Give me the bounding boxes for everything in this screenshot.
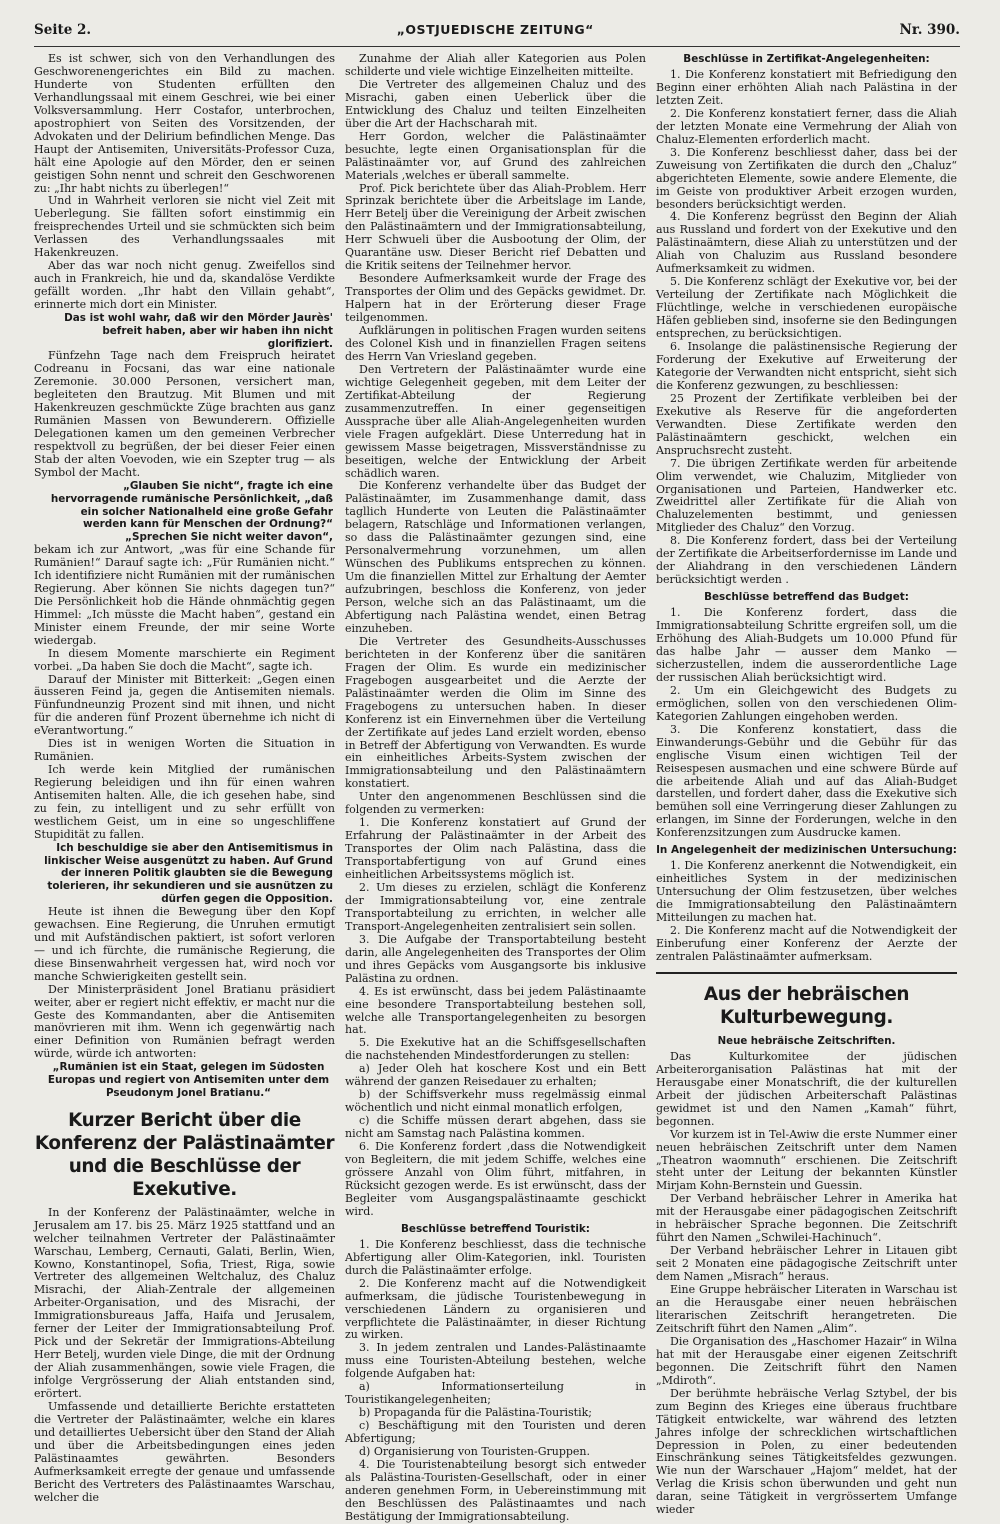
sub-item: a) Jeder Oleh hat koschere Kost und ein Bett während der ganzen Reisedauer zu erhalten; [345, 1062, 646, 1089]
resolution-item: 3. In jedem zentralen und Landes-Palästinaamte muss eine Touristen-Abteilung bestehen, welche folgende Aufgaben hat: [345, 1341, 646, 1381]
resolution-item: 5. Die Exekutive hat an die Schiffsgesellschaften die nachstehenden Mindestforderungen zu stellen: [345, 1036, 646, 1063]
sub-item: b) der Schiffsverkehr muss regelmässig einmal wöchentlich und nicht einmal monatlich erfolgen, [345, 1088, 646, 1115]
bold-quote: Ich beschuldige sie aber den Antisemitismus in linkischer Weise ausgenützt zu haben. Auf Grund der inneren Politik glaubten sie die Bewegung tolerieren, ihr sekundieren und sie ausnützen zu dürfen gegen die Opposition. [44, 841, 333, 906]
section-heading: Beschlüsse betreffend Touristik: [401, 1222, 590, 1235]
resolution-item: 3. Die Konferenz konstatiert, dass die Einwanderungs-Gebühr und die Gebühr für das englische Visum einen wichtigen Teil der Reisespesen ausmachen und eine schwere Bürde auf die arbeitende Aliah und auf das Aliah-Budget darstellen, und fordert daher, dass die Exekutive sich bemühen soll eine Verringerung dieser Zahlungen zu erlangen, im Sinne der Forderungen, welche in den Konferenzsitzungen zum Ausdrucke kamen. [656, 722, 957, 840]
paragraph: Prof. Pick berichtete über das Aliah-Problem. Herr Sprinzak berichtete über die Arbeitslage im Lande, Herr Betelj über die Vereinigung der Arbeit zwischen den Palästinaämtern und der Immigrationsabteilung, Herr Schwueli über die Ausbootung der Olim, der Quarantäne usw. Dieser Bericht rief Debatten und die Kritik seitens der Teilnehmer hervor. [345, 181, 646, 273]
resolution-item: 1. Die Konferenz anerkennt die Notwendigkeit, ein einheitliches System in der medizinischen Untersuchung der Olim festzusetzen, über welches die Immigrationsabteilung den Palästinaämtern Mitteilungen zu machen hat. [656, 859, 957, 925]
column-1 [34, 53, 335, 1524]
resolution-item: 8. Die Konferenz fordert, dass bei der Verteilung der Zertifikate die Arbeitserfordernisse im Lande und der Aliahdrang in den verschiedenen Ländern berücksichtigt werden . [656, 534, 957, 587]
column-2 [345, 53, 646, 1524]
resolution-item: 25 Prozent der Zertifikate verbleiben bei der Exekutive als Reserve für die angeforderten Verwandten. Diese Zertifikate werden den Palästinaämtern geschickt, welchen ein Anspruchsrecht zusteht. [656, 391, 957, 457]
paragraph: Und in Wahrheit verloren sie nicht viel Zeit mit Ueberlegung. Sie fällten sofort einstimmig ein freisprechendes Urteil und sie schmückten sich beim Verlassen des Verhandlungssaales mit Hakenkreuzen. [34, 194, 335, 260]
paragraph: Dies ist in wenigen Worten die Situation in Rumänien. [34, 737, 335, 764]
header-rule [34, 46, 960, 47]
page-number: Seite 2. [34, 22, 92, 38]
sub-item: c) Beschäftigung mit den Touristen und deren Abfertigung; [345, 1419, 646, 1446]
paragraph: Der berühmte hebräische Verlag Sztybel, der bis zum Beginn des Krieges eine überaus fruchtbare Tätigkeit entwickelte, war während des letzten Jahres infolge der schrecklichen wirtschaftlichen Depression in Polen, zu einer bedeutenden Einschränkung seines Tätigkeitsfeldes gezwungen. Wie nun der Warschauer „Hajom“ meldet, hat der Verlag die Krisis schon überwunden und geht nun daran, seine Tätigkeit in vergrössertem Umfange wieder [656, 1386, 957, 1517]
sub-item: d) Organisierung von Touristen-Gruppen. [359, 1445, 591, 1459]
resolution-item: 4. Die Touristenabteilung besorgt sich entweder als Palästina-Touristen-Gesellschaft, oder in einer anderen genehmen Form, in Uebereinstimmung mit den Beschlüssen des Palästinaamtes und nach Bestätigung der Immigrationsabteilung. [345, 1457, 646, 1523]
resolution-item: 4. Es ist erwünscht, dass bei jedem Palästinaamte eine besondere Transportabteilung bestehen soll, welche alle Transportangelegenheiten zu besorgen hat. [345, 984, 646, 1037]
article-headline: Kurzer Bericht über die Konferenz der Palästinaämter und die Beschlüsse der Exekutive. [34, 1109, 335, 1200]
paragraph: Aber das war noch nicht genug. Zweifellos sind auch in Frankreich, hie und da, skandalöse Verdikte gefällt worden. „Ihr habt den Villain gehabt“, erinnerte mich dort ein Minister. [34, 259, 335, 312]
paragraph: Den Vertretern der Palästinaämter wurde eine wichtige Gelegenheit gegeben, mit dem Leiter der Zertifikat-Abteilung der Regierung zusammenzutreffen. In einer gegenseitigen Aussprache über alle Aliah-Angelegenheiten wurden viele Fragen aufgeklärt. Diese Unterredung hat in gewissem Masse beigetragen, Missverständnisse zu beseitigen, welche der Entwicklung der Arbeit schädlich waren. [345, 362, 646, 480]
resolution-item: 3. Die Konferenz beschliesst daher, dass bei der Zuweisung von Zertifikaten die durch den „Chaluz“ abgerichteten Elemente, sowie andere Elemente, die im Geiste von produktiver Arbeit erzogen wurden, besonders berücksichtigt werden. [656, 145, 957, 211]
paragraph: bekam ich zur Antwort, „was für eine Schande für Rumänien!“ Darauf sagte ich: „Für Rumänien nicht.“ Ich identifiziere nicht Rumänien mit der rumänischen Regierung. Aber können Sie nichts dagegen tun?“ Die Persönlichkeit hob die Hände ohnmächtig gegen Himmel: „Ich müsste die Macht haben“, gestand ein Minister einem Freunde, der mir seine Worte wiedergab. [34, 542, 335, 647]
resolution-item: 2. Um dieses zu erzielen, schlägt die Konferenz der Immigrationsabteilung vor, eine zentrale Transportabteilung zu errichten, in welcher alle Transport-Angelegenheiten zentralisiert sein sollen. [345, 881, 646, 933]
paragraph: Darauf der Minister mit Bitterkeit: „Gegen einen äusseren Feind ja, gegen die Antisemiten niemals. Fünfundneunzig Prozent sind mit ihnen, und nicht für die anderen fünf Prozent übernehme ich nicht di eVerantwortung.“ [34, 672, 335, 738]
sub-item: b) Propaganda für die Palästina-Touristik; [359, 1406, 592, 1420]
article-headline: Aus der hebräischen Kulturbewegung. [703, 983, 910, 1028]
section-heading: Beschlüsse betreffend das Budget: [704, 591, 909, 604]
paragraph: Eine Gruppe hebräischer Literaten in Warschau ist an die Herausgabe einer neuen hebräischen literarischen Zeitschrift herangetreten. Die Zeitschrift führt den Namen „Alim“. [656, 1283, 957, 1335]
paragraph: Herr Gordon, welcher die Palästinaämter besuchte, legte einen Organisationsplan für die Palästinaämter vor, auf Grund des zahlreichen Materials ,welches er überall sammelte. [345, 129, 646, 182]
resolution-item: 1. Die Konferenz konstatiert auf Grund der Erfahrung der Palästinaämter in der Arbeit des Transportes der Olim nach Palästina, dass die Transportabfertigung von auf Grund eines einheitlichen Arbeitssystems möglich ist. [345, 816, 646, 882]
paragraph: Die Vertreter des Gesundheits-Ausschusses berichteten in der Konferenz über die sanitären Fragen der Olim. Es wurde ein medizinischer Fragebogen ausgearbeitet und die Aerzte der Palästinaämter werden die Olim im Sinne des Fragebogens zu untersuchen haben. In dieser Konferenz ist ein Einvernehmen über die Verteilung der Zertifikate auf jedes Land erzielt worden, ebenso in Betreff der Abfertigung von Verwandten. Es wurde ein einheitliches Arbeits-System zwischen der Immigrationsabteilung und den Palästinaämtern konstatiert. [345, 634, 646, 791]
paragraph: Unter den angenommenen Beschlüssen sind die folgenden zu vermerken: [345, 790, 646, 817]
paragraph: Besondere Aufmerksamkeit wurde der Frage des Transportes der Olim und des Gepäcks gewidmet. Dr. Halpern hat in der Erörterung dieser Frage teilgenommen. [345, 272, 646, 325]
paragraph: Das Kulturkomitee der jüdischen Arbeiterorganisation Palästinas hat mit der Herausgabe einer Monatschrift, die der kulturellen Arbeit der jüdischen Arbeiterschaft Palästinas gewidmet ist und den Namen „Kamah“ führt, begonnen. [656, 1049, 957, 1128]
paragraph: Die Konferenz verhandelte über das Budget der Palästinaämter, im Zusammenhange damit, dass tagllich Hunderte von Leuten die Palästinaämter belagern, Ratschläge und Informationen verlangen, so dass die Palästinaämter gezungen sind, eine Personalvermehrung vorzunehmen, um allen Wünschen des Publikums entsprechen zu können. Um die finanziellen Mittel zur Erhaltung der Aemter aufzubringen, beschloss die Konferenz, von jeder Person, welche sich an das Palästinaamt, um die Abfertigung nach Palästina wendet, einen Betrag einzuheben. [345, 479, 646, 635]
resolution-item: 1. Die Konferenz fordert, dass die Immigrationsabteilung Schritte ergreifen soll, um die Erhöhung des Aliah-Budgets um 10.000 Pfund für das halbe Jahr — ausser dem Manko — sicherzustellen, indem die ausserordentliche Lage der russischen Aliah berücksichtigt wird. [656, 606, 957, 684]
resolution-item: 5. Die Konferenz schlägt der Exekutive vor, bei der Verteilung der Zertifikate nach Möglichkeit die Flüchtlinge, welche in verschiedenen europäische Häfen geblieben sind, insoferne sie den Bedingungen entsprechen, zu berücksichtigen. [656, 275, 957, 341]
paragraph: In diesem Momente marschierte ein Regiment vorbei. „Da haben Sie doch die Macht“, sagte ich. [34, 646, 335, 673]
paragraph: Umfassende und detaillierte Berichte erstatteten die Vertreter der Palästinaämter, welche ein klares und detailliertes Uebersicht über den Stand der Aliah und über die Arbeitsbedingungen eines jeden Palästinaamtes gewährten. Besonders Aufmerksamkeit erregte der genaue und umfassende Bericht des Vertreters des Palästinaamtes Warschau, welcher die [34, 1400, 335, 1504]
paragraph: Fünfzehn Tage nach dem Freispruch heiratet Codreanu in Focsani, das war eine nationale Zeremonie. 30.000 Personen, versichert man, begleiteten den Brautzug. Mit Blumen und mit Hakenkreuzen geschmückte Züge brachten aus ganz Rumänien Massen von Bewunderern. Offizielle Delegationen kamen um den gemeinen Verbrecher respektvoll zu begrüßen, der bei dieser Feier einen Stab der alten Voevoden, wie ein Szepter trug — als Symbol der Macht. [34, 349, 335, 480]
resolution-item: 3. Die Aufgabe der Transportabteilung besteht darin, alle Angelegenheiten des Transportes der Olim und ihres Gepäcks vom Ausgangsorte bis inklusive Palästina zu ordnen. [345, 932, 646, 985]
paragraph: Zunahme der Aliah aller Kategorien aus Polen schilderte und viele wichtige Einzelheiten mitteilte. [345, 52, 646, 78]
section-heading: In Angelegenheit der medizinischen Untersuchung: [656, 844, 957, 857]
paragraph: Die Organisation des „Haschomer Hazair“ in Wilna hat mit der Herausgabe einer eigenen Zeitschrift begonnen. Die Zeitschrift führt den Namen „Mdiroth“. [656, 1334, 957, 1387]
bold-quote: „Rumänien ist ein Staat, gelegen im Südosten Europas und regiert von Antisemiten unter dem Pseudonym Jonel Bratianu.“ [47, 1061, 330, 1099]
paragraph: Aufklärungen in politischen Fragen wurden seitens des Colonel Kish und in finanziellen Fragen seitens des Herrn Van Vriesland gegeben. [345, 324, 646, 363]
resolution-item: 1. Die Konferenz konstatiert mit Befriedigung den Beginn einer erhöhten Aliah nach Palästina in der letzten Zeit. [656, 68, 957, 107]
resolution-item: 7. Die übrigen Zertifikate werden für arbeitende Olim verwendet, wie Chaluzim, Mitglieder von Organisationen und Parteien, Handwerker etc. Zweidrittel aller Zertifikate für die Aliah von Chaluzelementen bestimmt, und geniessen Mitglieder des Chaluz“ den Vorzug. [656, 456, 957, 535]
resolution-item: 2. Die Konferenz macht auf die Notwendigkeit der Einberufung einer Konferenz der Aerzte der zentralen Palästinaämter aufmerksam. [656, 924, 957, 963]
paragraph: Heute ist ihnen die Bewegung über den Kopf gewachsen. Eine Regierung, die Unruhen ermutigt und mit Aufständischen paktiert, ist sofort verloren — und ich fürchte, die rumänische Regierung, die diese Binsenwahrheit vergessen hat, wird noch vor manche Schwierigkeiten gestellt sein. [34, 904, 335, 983]
paragraph: Vor kurzem ist in Tel-Awiw die erste Nummer einer neuen hebräischen Zeitschrift unter dem Namen „Theatron waomnuth“ erschienen. Die Zeitschrift steht unter der Leitung der bekannten Künstler Mirjam Kohn-Bernstein und Guessin. [656, 1127, 957, 1193]
paragraph: Der Verband hebräischer Lehrer in Amerika hat mit der Herausgabe einer pädagogischen Zeitschrift in hebräischer Sprache begonnen. Die Zeitschrift führt den Namen „Schwilei-Hachinuch“. [656, 1192, 957, 1245]
resolution-item: 1. Die Konferenz beschliesst, dass die technische Abfertigung aller Olim-Kategorien, inkl. Touristen durch die Palästinaämter erfolge. [345, 1237, 646, 1277]
column-3 [656, 53, 957, 1524]
resolution-item: 6. Insolange die palästinensische Regierung der Forderung der Exekutive auf Erweiterung der Kategorie der Verwandten nicht entspricht, sieht sich die Konferenz gezwungen, zu beschliessen: [656, 340, 957, 392]
page-header [34, 22, 960, 44]
paragraph: In der Konferenz der Palästinaämter, welche in Jerusalem am 17. bis 25. März 1925 stattfand und an welcher teilnahmen Vertreter der Palästinaämter Warschau, Lemberg, Cernauti, Galati, Berlin, Wien, Kowno, Konstantinopel, Sofia, Triest, Riga, sowie Vertreter des allgemeinen Weltchaluz, des Chaluz Misrachi, der Aliah-Zentrale der allgemeinen Arbeiter-Organisation, und des Misrachi, der Immigrationsbureaus Jaffa, Haifa und Jerusalem, ferner der Leiter der Immigrationsabteilung Prof. Pick und der Sekretär der Immigrations-Abteilung Herr Betelj, wurden viele Dinge, die mit der Ordnung der Aliah zusammenhängen, sowie viele Fragen, die infolge Vergrösserung der Aliah entstanden sind, erörtert. [34, 1205, 335, 1401]
columns [34, 53, 960, 1524]
paragraph: Ich werde kein Mitglied der rumänischen Regierung beleidigen und ihn für einen wahren Antisemiten halten. Alle, die ich gesehen habe, sind zu fein, zu intelligent und zu sehr erfüllt von westlichem Geist, um in eine so ungeschliffene Stupidität zu fallen. [34, 763, 335, 841]
resolution-item: 2. Die Konferenz macht auf die Notwendigkeit aufmerksam, die jüdische Touristenbewegung in verschiedenen Ländern zu organisieren und verpflichtete die Palästinaämter, in dieser Richtung zu wirken. [345, 1276, 646, 1342]
article-subheadline: Neue hebräische Zeitschriften. [717, 1035, 896, 1047]
section-divider [656, 972, 957, 974]
resolution-item: 2. Die Konferenz konstatiert ferner, dass die Aliah der letzten Monate eine Vermehrung der Aliah von Chaluz-Elementen erforderlich macht. [656, 106, 957, 146]
bold-quote: „Glauben Sie nicht“, fragte ich eine hervorragende rumänische Persönlichkeit, „daß ein solcher Nationalheld eine große Gefahr werden kann für Menschen der Ordnung?“ „Sprechen Sie nicht weiter davon“, [50, 479, 333, 544]
section-heading: Beschlüsse in Zertifikat-Angelegenheiten: [683, 53, 930, 65]
paragraph: Der Verband hebräischer Lehrer in Litauen gibt seit 2 Monaten eine pädagogische Zeitschrift unter dem Namen „Misrach“ heraus. [656, 1244, 957, 1284]
masthead: „OSTJUEDISCHE ZEITUNG“ [396, 22, 594, 37]
sub-item: a) Informationserteilung in Touristikangelegenheiten; [345, 1380, 646, 1407]
resolution-item: 6. Die Konferenz fordert ,dass die Notwendigkeit von Begleitern, die mit jedem Schiffe, welches eine grössere Anzahl von Olim führt, mitfahren, in Rücksicht gezogen werde. Es ist erwünscht, dass der Begleiter vom Ausgangspalästinaamte geschickt wird. [345, 1140, 646, 1218]
paragraph: Die Vertreter des allgemeinen Chaluz und des Misrachi, gaben einen Ueberlick über die Entwicklung des Chaluz und teilten Einzelheiten über die Art der Hachscharah mit. [345, 77, 646, 130]
bold-quote: Das ist wohl wahr, daß wir den Mörder Jaurès' befreit haben, aber wir haben ihn nicht glorifiziert. [64, 312, 333, 350]
issue-number: Nr. 390. [899, 22, 960, 38]
paragraph: Der Ministerpräsident Jonel Bratianu präsidiert weiter, aber er regiert nicht effektiv, er macht nur die Geste des Kommandanten, aber die Antisemiten manövrieren mit ihm. Wenn ich gegenwärtig nach einer Definition von Rumänien befragt werden würde, würde ich antworten: [34, 982, 335, 1061]
paragraph: Es ist schwer, sich von den Verhandlungen des Geschworenengerichtes ein Bild zu machen. Hunderte von Studenten erfüllten den Verhandlungssaal mit einem Geschrei, wie bei einer Volksversammlung. Herr Costafor, unterbrochen, apostrophiert von Seiten des Vorsitzenden, der Advokaten und der Delirium befindlichen Menge. Das Haupt der Antisemiten, Universitäts-Professor Cuza, hält eine Apologie auf den Mörder, den er seinen geistigen Sohn nennt und schreit den Geschworenen zu: „Ihr habt nichts zu überlegen!“ [34, 52, 335, 195]
sub-item: c) die Schiffe müssen derart abgehen, dass sie nicht am Samstag nach Palästina kommen. [345, 1114, 646, 1141]
resolution-item: 4. Die Konferenz begrüsst den Beginn der Aliah aus Russland und fordert von der Exekutive und den Palästinaämtern, diese Aliah zu unterstützen und der Aliah von Chaluzim aus Russland besondere Aufmerksamkeit zu widmen. [656, 210, 957, 276]
resolution-item: 2. Um ein Gleichgewicht des Budgets zu ermöglichen, sollen von den verschiedenen Olim-Kategorien Zahlungen eingehoben werden. [656, 683, 957, 723]
